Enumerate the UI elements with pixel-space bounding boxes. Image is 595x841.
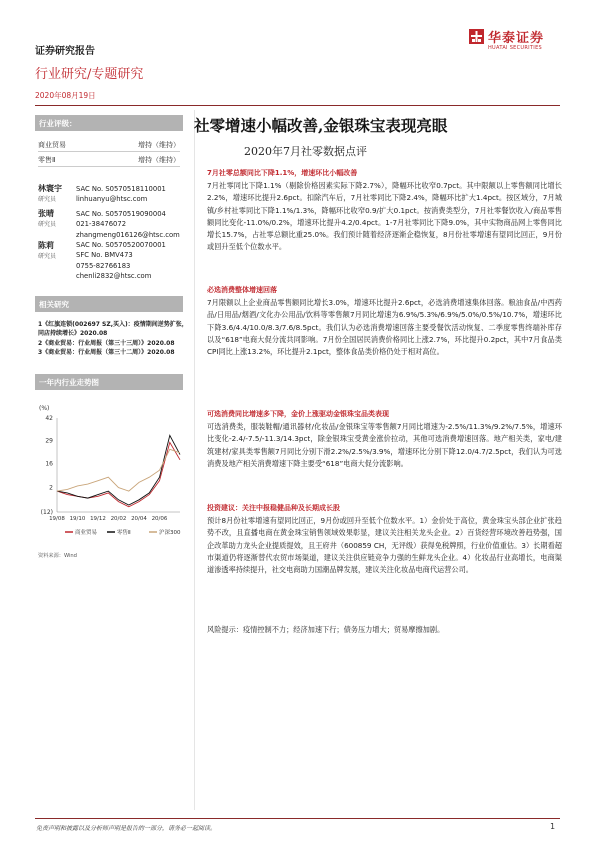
x-tick-label: 19/10 (69, 516, 86, 522)
rating-value: 增持（维持） (138, 156, 180, 164)
y-tick-label: (12) (40, 509, 53, 516)
chart-section-header: 一年内行业走势图 (35, 374, 183, 390)
related-item[interactable]: 2《商业贸易：行业周报（第三十三周）》2020.08 (38, 340, 175, 347)
rating-sector: 零售Ⅱ (38, 156, 56, 164)
huatai-logo-icon (469, 29, 484, 44)
section-heading: 可选消费同比增速多下降，金价上涨驱动金银珠宝品类表现 (207, 410, 389, 418)
analyst-sac: SAC No. S0570518110001 (76, 185, 166, 193)
related-item[interactable]: 1《红旗连锁(002697 SZ,买入)：疫情期间逆势扩张，同店持续增长》2020.08 (38, 321, 188, 337)
report-date: 2020年08月19日 (35, 91, 96, 100)
logo-text-en: HUATAI SECURITIES (488, 45, 542, 51)
section-text: 7月社零同比下降1.1%（剔除价格因素实际下降2.7%），降幅环比收窄0.7pct。其中限额以上零售额同比增长2.2%，增速环比提升2.6pct。扣除汽车后，7月社零同比下降2.4%，降幅环比扩大1.4pct。按区域分，7月城镇/乡村社零同比下降1.1%/1.3%，降幅环比收窄0.9/扩大0.1pct。按消费类型分，7月社零餐饮收入/商品零售额同比变化-11.0%/0.2%，增速环比提升4.2/0.4pct。1-7月社零同比下降9.0%，其中实物商品网上零售同比增长15.7%，占社零总额比重25.0%。我们预计随着经济逐渐企稳恢复，8月份社零增速有望同比回正，9月份或回升至低个位数水平。 (207, 181, 562, 252)
analyst-role: 研究员 (38, 253, 57, 260)
y-tick-label: 16 (45, 460, 53, 468)
x-tick-label: 20/04 (131, 516, 147, 522)
y-tick-label: 2 (49, 484, 53, 492)
page-title: 社零增速小幅改善,金银珠宝表现亮眼 (194, 116, 448, 135)
related-section-header: 相关研究 (35, 296, 183, 312)
analyst-role: 研究员 (38, 221, 57, 228)
analyst-name: 陈莉 (38, 241, 54, 250)
industry-trend-chart (35, 400, 185, 548)
analyst-details (76, 184, 166, 205)
x-tick-label: 20/02 (110, 516, 127, 522)
analyst-name: 林寰宇 (38, 184, 62, 193)
section-text: 可选消费类，服装鞋帽/通讯器材/化妆品/金银珠宝等零售额7月同比增速为-2.5%/11.3%/9.2%/7.5%，增速环比变化-2.4/-7.5/-11.3/14.3pct，除金银珠宝受黄金涨价拉动，其他可选消费增速回落。地产相关类，家电/建筑建材/家具类零售额7月同比分别下滑2.2%/2.5%/3.9%，增速环比分别下降12.0/4.7/2.5pct，我们认为可选消费及地产相关消费增速下降主要受“618”电商大促分流影响。 (207, 422, 562, 468)
analyst-label (38, 183, 78, 203)
section-text: 预计8月份社零增速有望同比回正，9月份或回升至低个位数水平。1）金价处于高位，黄金珠宝头部企业扩张趋势不改，且直播电商在黄金珠宝销售领域效果彰显，建议关注相关龙头企业。2）百货经营环境改善趋势强，国企改革助力龙头企业提质提效，且王府井（600859 CH，无评级）获得免税牌照，行业价值重估。3）长期看超市渠道仍将逐渐替代农贸市场渠道，建议关注供应链竞争力强的生鲜龙头企业。4）化妆品行业高增长，电商渠道渗透率持续提升，社交电商助力国潮品牌发展，建议关注化妆品电商代运营公司。 (207, 516, 562, 575)
analyst-email[interactable]: zhangmeng016126@htsc.com (76, 230, 180, 239)
legend-label: 商业贸易 (75, 530, 98, 536)
section-heading: 投资建议：关注中报稳健品种及长期成长股 (207, 504, 340, 512)
rating-sector: 商业贸易 (38, 141, 66, 149)
page-number: 1 (550, 822, 556, 831)
rating-section-header: 行业评级： (35, 115, 183, 131)
section-text: 7月限额以上企业商品零售额同比增长3.0%，增速环比提升2.6pct，必选消费增速集体回落。粮油食品/中西药品/日用品/烟酒/文化办公用品/饮料等零售额7月同比增速为6.9%/5.3%/6.9%/5.0%/0.5%/10.7%，增速环比下降3.6/4.4/10.0/8.3/7.6/8.5pct。我们认为必选消费增速回落主要受餐饮活动恢复、二季度零售终端补库存以及“618”电商大促分流共同影响。7月份全国居民消费价格同比上涨2.7%，环比提升0.2pct，其中7月食品类CPI同比上涨13.2%，环比提升2.1pct，整体食品类价格仍处于相对高位。 (207, 298, 562, 357)
analyst-details (76, 240, 166, 281)
logo-text-cn: 华泰证券 (488, 31, 545, 46)
page-subtitle: 2020年7月社零数据点评 (244, 145, 367, 158)
rating-row (38, 155, 180, 165)
x-tick-label: 19/08 (49, 516, 65, 522)
x-tick-label: 19/12 (90, 516, 106, 522)
related-item[interactable]: 3《商业贸易：行业周报（第三十二周）》2020.08 (38, 349, 175, 356)
analyst-details (76, 209, 180, 240)
analyst-label (38, 208, 78, 228)
rating-row (38, 140, 180, 150)
analyst-role: 研究员 (38, 196, 57, 203)
doc-type: 证券研究报告 (35, 46, 95, 57)
analyst-label (38, 240, 78, 260)
analyst-sfc: SFC No. BMV473 (76, 251, 133, 260)
y-tick-label: 29 (45, 437, 53, 445)
analyst-phone: 0755-82766183 (76, 261, 131, 270)
section-heading: 必选消费整体增速回落 (207, 286, 277, 294)
series-line (57, 442, 180, 506)
rating-value: 增持（维持） (138, 141, 180, 149)
x-tick-label: 20/06 (151, 516, 168, 522)
y-axis-unit: (%) (39, 405, 50, 412)
footer-rule (35, 818, 560, 819)
analyst-phone: 021-38476072 (76, 220, 127, 229)
chart-source: 资料来源：Wind (38, 553, 77, 559)
analyst-name: 张晴 (38, 209, 54, 218)
analyst-email[interactable]: chenli2832@htsc.com (76, 271, 152, 280)
footer-disclaimer: 免责声明和披露以及分析师声明是报告的一部分，请务必一起阅读。 (36, 825, 217, 832)
analyst-sac: SAC No. S0570520070001 (76, 241, 166, 249)
header-rule (35, 105, 560, 106)
legend-label: 沪深300 (159, 530, 181, 536)
series-line (57, 435, 180, 505)
y-tick-label: 42 (45, 415, 53, 422)
legend-label: 零售Ⅱ (117, 530, 131, 536)
analyst-sac: SAC No. S0570519090004 (76, 210, 166, 218)
analyst-email[interactable]: linhuanyu@htsc.com (76, 195, 148, 204)
risk-warning: 风险提示：疫情控制不力；经济加速下行；债务压力增大；贸易摩擦加剧。 (207, 625, 445, 634)
column-divider (194, 110, 195, 810)
divider (38, 151, 180, 152)
report-category: 行业研究/专题研究 (35, 67, 144, 82)
section-heading: 7月社零总额同比下降1.1%，增速环比小幅改善 (207, 169, 358, 177)
divider (38, 166, 180, 167)
